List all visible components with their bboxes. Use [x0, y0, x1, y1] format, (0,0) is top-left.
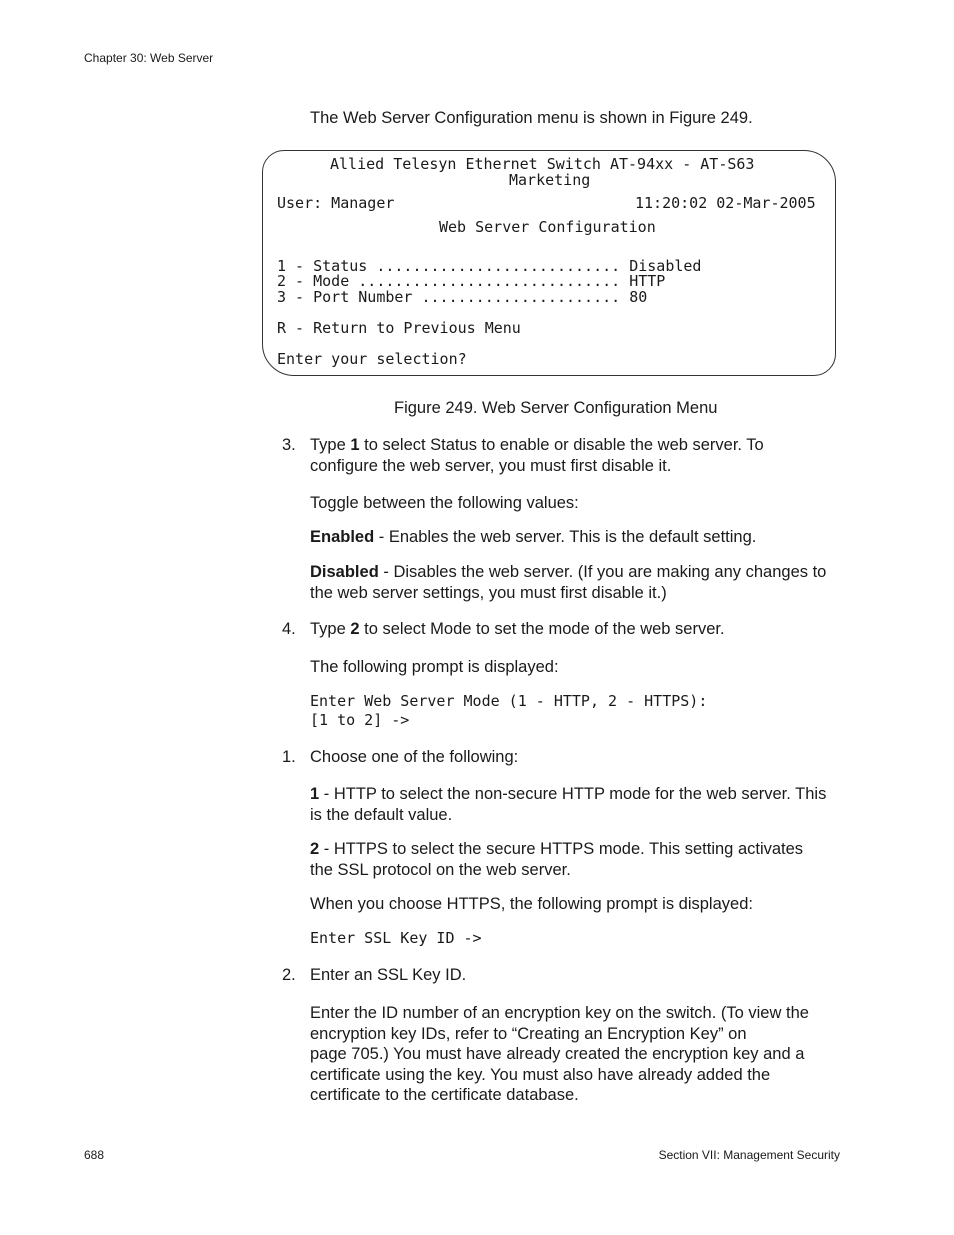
https-prompt-intro: When you choose HTTPS, the following prompt is displayed: — [310, 895, 753, 913]
terminal-user: User: Manager — [277, 194, 395, 212]
step-ssl-text: Enter an SSL Key ID. — [310, 966, 467, 984]
list-number: 2. — [282, 966, 296, 984]
figure-caption: Figure 249. Web Server Configuration Menu — [394, 399, 718, 417]
terminal-prompt: Enter your selection? — [277, 350, 467, 368]
code-block-line: Enter SSL Key ID -> — [310, 929, 482, 947]
terminal-title: Allied Telesyn Ethernet Switch AT-94xx - AT-S63 — [330, 155, 755, 173]
code-block-line: Enter Web Server Mode (1 - HTTP, 2 - HTTPS): — [310, 692, 708, 710]
list-number: 3. — [282, 436, 296, 454]
terminal-menu-item: 1 - Status ........................... Disabled — [277, 257, 702, 275]
intro-paragraph: The Web Server Configuration menu is shown in Figure 249. — [310, 109, 753, 127]
disabled-definition: Disabled - Disables the web server. (If you are making any changes to the web server settings, you must first disable it.) — [310, 563, 827, 602]
ssl-key-paragraph: Enter the ID number of an encryption key on the switch. (To view the encryption key IDs, refer to “Creating an Encryption Key” on page 705.) You must have already created the encryption key and a certificate using the key. You must also have already added the certificate to the certificate database. — [310, 1004, 809, 1104]
step-3-text: Type 1 to select Status to enable or disable the web server. To configure the web server, you must first disable it. — [310, 436, 764, 475]
terminal-timestamp: 11:20:02 02-Mar-2005 — [635, 194, 816, 212]
prompt-intro: The following prompt is displayed: — [310, 658, 559, 676]
terminal-menu-item: 3 - Port Number ...................... 80 — [277, 288, 648, 306]
list-number: 4. — [282, 620, 296, 638]
option-1-definition: 1 - HTTP to select the non-secure HTTP mode for the web server. This is the default value. — [310, 785, 827, 824]
terminal-menu-title: Web Server Configuration — [439, 218, 656, 236]
page-number: 688 — [84, 1148, 105, 1162]
terminal-subtitle: Marketing — [509, 171, 591, 189]
code-block-line: [1 to 2] -> — [310, 711, 410, 729]
step-4-text: Type 2 to select Mode to set the mode of the web server. — [310, 620, 725, 638]
terminal-menu-item: 2 - Mode ............................. HTTP — [277, 272, 666, 290]
enabled-definition: Enabled - Enables the web server. This is the default setting. — [310, 528, 757, 546]
step-choose-text: Choose one of the following: — [310, 748, 519, 766]
running-header: Chapter 30: Web Server — [84, 51, 214, 65]
running-footer: Section VII: Management Security — [658, 1148, 840, 1162]
terminal-screen — [262, 150, 836, 376]
option-2-definition: 2 - HTTPS to select the secure HTTPS mode. This setting activates the SSL protocol on the web server. — [310, 840, 804, 879]
terminal-return-item: R - Return to Previous Menu — [277, 319, 521, 337]
toggle-paragraph: Toggle between the following values: — [310, 494, 579, 512]
list-number: 1. — [282, 748, 296, 766]
